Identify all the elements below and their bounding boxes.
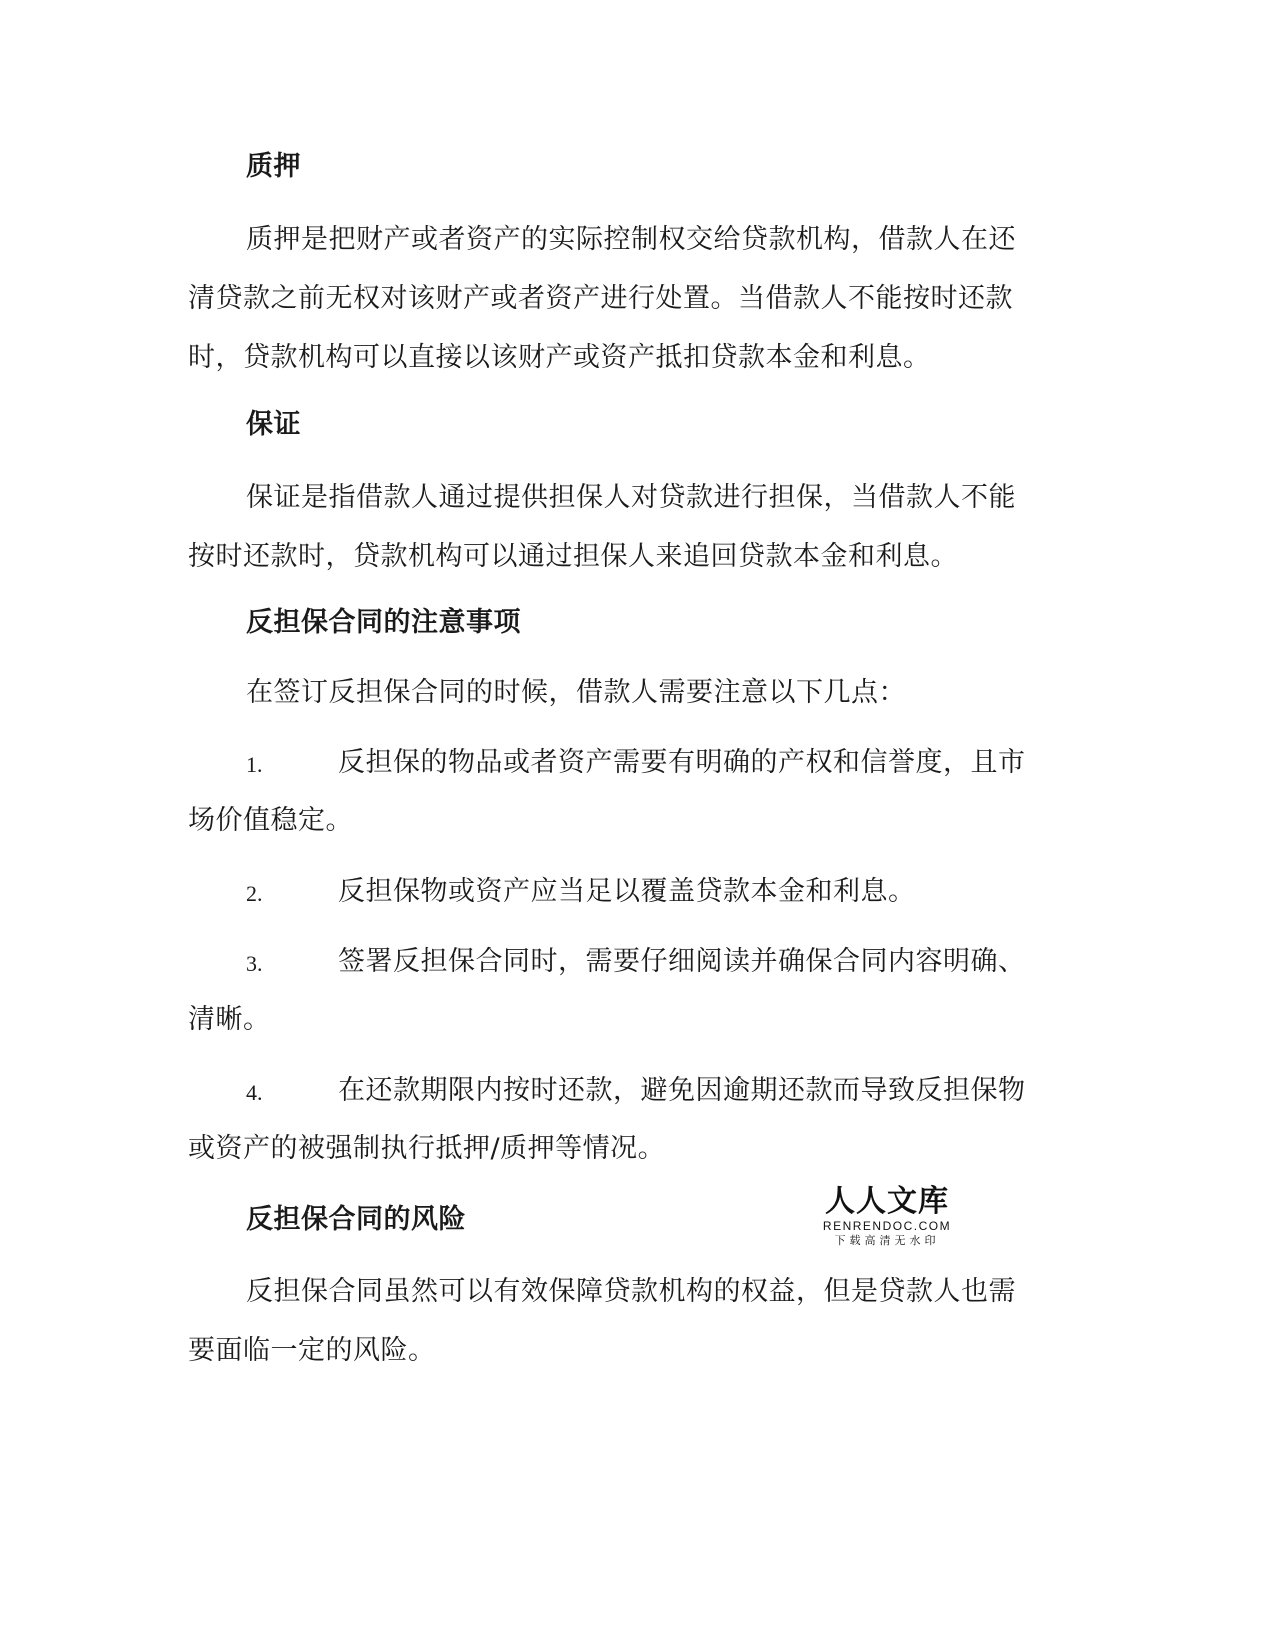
- list-item-number: 3.: [246, 951, 263, 976]
- watermark-logo: [822, 1185, 952, 1248]
- list-item-text-continued: 场价值稳定。: [188, 805, 353, 836]
- heading-pledge: 质押: [246, 151, 301, 182]
- list-item-number: 2.: [246, 881, 263, 906]
- watermark-url: RENRENDOC.COM: [822, 1219, 952, 1233]
- watermark-brand: 人人文库: [825, 1184, 949, 1219]
- paragraph-line: 保证是指借款人通过提供担保人对贷款进行担保，当借款人不能: [246, 482, 1016, 513]
- list-item-text: 反担保物或资产应当足以覆盖贷款本金和利息。: [338, 876, 916, 907]
- paragraph-line: 要面临一定的风险。: [188, 1335, 436, 1366]
- paragraph-pledge: [188, 210, 1068, 387]
- heading-risks: 反担保合同的风险: [246, 1204, 466, 1235]
- notes-intro: 在签订反担保合同的时候，借款人需要注意以下几点：: [246, 677, 906, 708]
- paragraph-guarantee: [188, 468, 1068, 586]
- paragraph-risks: [188, 1262, 1068, 1380]
- heading-notes: 反担保合同的注意事项: [246, 607, 521, 638]
- list-item-text-continued: 或资产的被强制执行抵押/质押等情况。: [188, 1133, 666, 1164]
- list-item-number: 4.: [246, 1080, 263, 1105]
- list-item-text-continued: 清晰。: [188, 1004, 271, 1035]
- list-item-text: 反担保的物品或者资产需要有明确的产权和信誉度，且市: [338, 747, 1026, 778]
- watermark-slogan: 下载高清无水印: [834, 1234, 940, 1247]
- list-item-text: 在还款期限内按时还款，避免因逾期还款而导致反担保物: [338, 1075, 1026, 1106]
- paragraph-line: 按时还款时，贷款机构可以通过担保人来追回贷款本金和利息。: [188, 541, 958, 572]
- paragraph-line: 质押是把财产或者资产的实际控制权交给贷款机构，借款人在还: [246, 224, 1016, 255]
- heading-guarantee: 保证: [246, 409, 301, 440]
- list-item-number: 1.: [246, 752, 263, 777]
- paragraph-line: 时，贷款机构可以直接以该财产或资产抵扣贷款本金和利息。: [188, 342, 931, 373]
- paragraph-line: 反担保合同虽然可以有效保障贷款机构的权益，但是贷款人也需: [246, 1276, 1016, 1307]
- list-item-text: 签署反担保合同时，需要仔细阅读并确保合同内容明确、: [338, 946, 1026, 977]
- paragraph-line: 清贷款之前无权对该财产或者资产进行处置。当借款人不能按时还款: [188, 283, 1013, 314]
